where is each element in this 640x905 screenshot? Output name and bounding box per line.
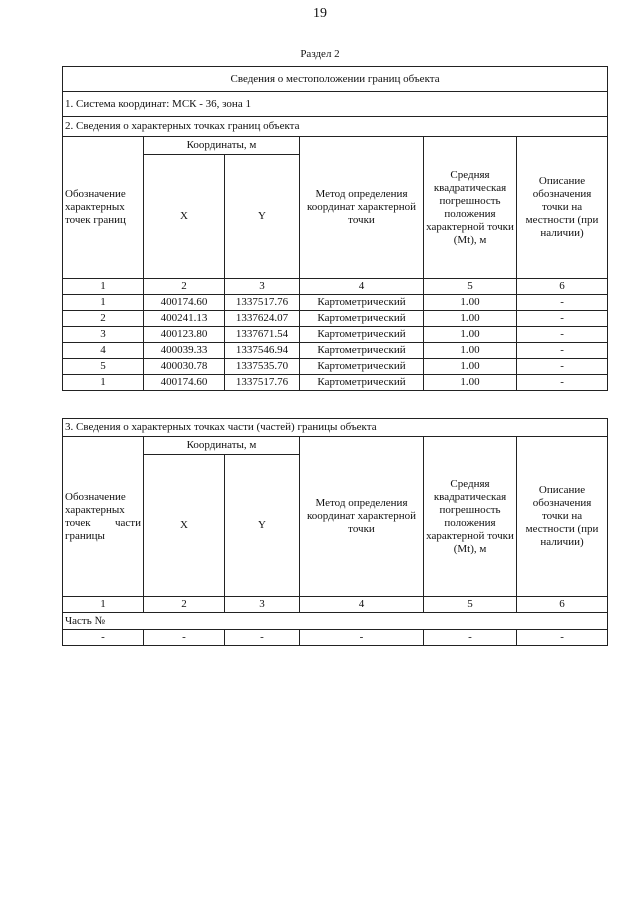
cell-method: Картометрический: [300, 295, 424, 311]
cell-empty: -: [517, 630, 608, 646]
cell-empty: -: [144, 630, 225, 646]
cell-x: 400174.60: [144, 375, 225, 391]
cell-x: 400123.80: [144, 327, 225, 343]
cell-empty: -: [300, 630, 424, 646]
cell-point: 4: [63, 343, 144, 359]
cell-error: 1.00: [424, 327, 517, 343]
table-row: [63, 630, 608, 646]
column-number: 1: [63, 597, 144, 613]
cell-point: 1: [63, 375, 144, 391]
cell-error: 1.00: [424, 311, 517, 327]
header-coordinates: Координаты, м: [144, 437, 300, 455]
cell-error: 1.00: [424, 343, 517, 359]
cell-y: 1337624.07: [225, 311, 300, 327]
cell-point: 3: [63, 327, 144, 343]
table-title: Сведения о местоположении границ объекта: [63, 67, 608, 92]
cell-point: 5: [63, 359, 144, 375]
cell-empty: -: [424, 630, 517, 646]
object-part-boundaries-table: [62, 418, 608, 646]
header-method: Метод определения координат характерной точки: [300, 137, 424, 279]
points-section-heading: 2. Сведения о характерных точках границ объекта: [63, 117, 608, 137]
column-number: 4: [300, 597, 424, 613]
cell-description: -: [517, 295, 608, 311]
column-numbers-row: [63, 597, 608, 613]
header-error: Средняя квадратическая погрешность положения характерной точки (Mt), м: [424, 437, 517, 597]
column-number: 3: [225, 279, 300, 295]
cell-y: 1337546.94: [225, 343, 300, 359]
cell-description: -: [517, 311, 608, 327]
cell-empty: -: [63, 630, 144, 646]
cell-method: Картометрический: [300, 311, 424, 327]
column-number: 4: [300, 279, 424, 295]
column-number: 1: [63, 279, 144, 295]
table-row: [63, 375, 608, 391]
cell-method: Картометрический: [300, 359, 424, 375]
column-number: 6: [517, 279, 608, 295]
cell-method: Картометрический: [300, 375, 424, 391]
cell-point: 1: [63, 295, 144, 311]
header-y: Y: [225, 455, 300, 597]
cell-method: Картометрический: [300, 343, 424, 359]
column-number: 2: [144, 279, 225, 295]
header-x: X: [144, 455, 225, 597]
cell-x: 400030.78: [144, 359, 225, 375]
header-error: Средняя квадратическая погрешность положения характерной точки (Mt), м: [424, 137, 517, 279]
cell-point: 2: [63, 311, 144, 327]
cell-x: 400174.60: [144, 295, 225, 311]
part-label: Часть №: [63, 613, 608, 630]
page-number: 19: [313, 6, 327, 21]
cell-x: 400039.33: [144, 343, 225, 359]
column-number: 6: [517, 597, 608, 613]
coordinate-system: 1. Система координат: МСК - 36, зона 1: [63, 92, 608, 117]
cell-description: -: [517, 343, 608, 359]
cell-x: 400241.13: [144, 311, 225, 327]
table-row: [63, 311, 608, 327]
cell-empty: -: [225, 630, 300, 646]
column-number: 5: [424, 279, 517, 295]
header-designation: Обозначение характерных точек границ: [63, 137, 144, 279]
cell-description: -: [517, 359, 608, 375]
cell-description: -: [517, 327, 608, 343]
table-row: [63, 359, 608, 375]
header-x: X: [144, 155, 225, 279]
header-designation: Обозначение характерных точек части границы: [63, 437, 144, 597]
parts-section-heading: 3. Сведения о характерных точках части (частей) границы объекта: [63, 419, 608, 437]
header-description: Описание обозначения точки на местности (при наличии): [517, 437, 608, 597]
column-number: 2: [144, 597, 225, 613]
cell-y: 1337517.76: [225, 295, 300, 311]
table-row: [63, 343, 608, 359]
header-coordinates: Координаты, м: [144, 137, 300, 155]
cell-error: 1.00: [424, 359, 517, 375]
table-row: [63, 295, 608, 311]
cell-method: Картометрический: [300, 327, 424, 343]
section-label: Раздел 2: [300, 48, 340, 60]
column-numbers-row: [63, 279, 608, 295]
object-boundaries-table: [62, 66, 608, 391]
column-number: 5: [424, 597, 517, 613]
header-method: Метод определения координат характерной точки: [300, 437, 424, 597]
table-row: [63, 327, 608, 343]
header-description: Описание обозначения точки на местности (при наличии): [517, 137, 608, 279]
cell-error: 1.00: [424, 375, 517, 391]
cell-y: 1337535.70: [225, 359, 300, 375]
header-y: Y: [225, 155, 300, 279]
cell-description: -: [517, 375, 608, 391]
cell-y: 1337517.76: [225, 375, 300, 391]
cell-y: 1337671.54: [225, 327, 300, 343]
cell-error: 1.00: [424, 295, 517, 311]
column-number: 3: [225, 597, 300, 613]
